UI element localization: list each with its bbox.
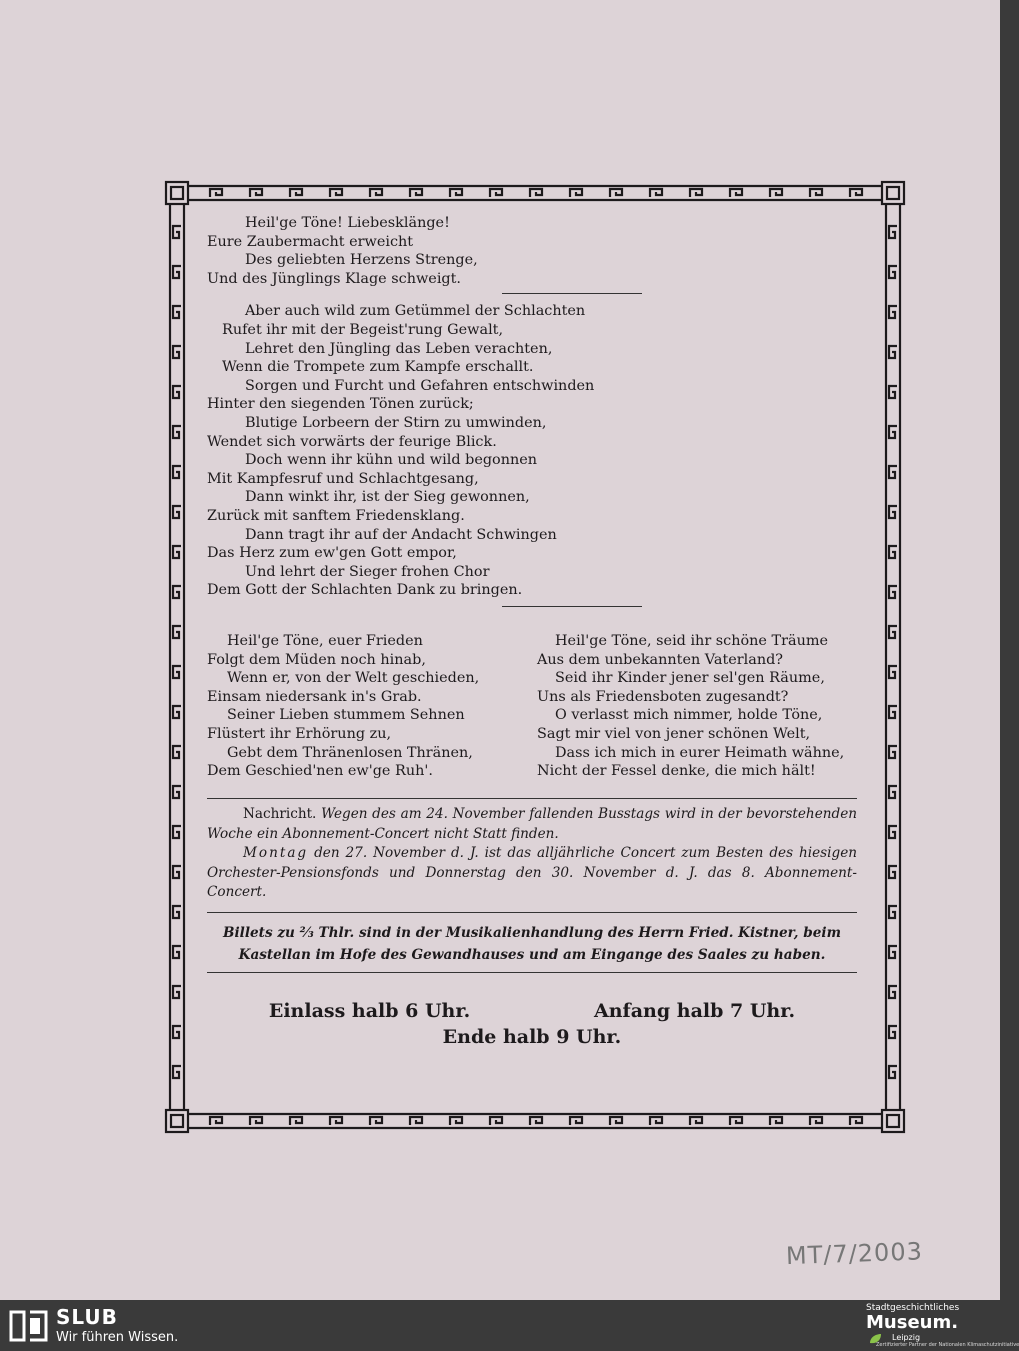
divider — [207, 912, 857, 913]
poem-line: Wenn er, von der Welt geschieden, — [227, 670, 480, 687]
meander-motif — [530, 1117, 542, 1125]
divider — [502, 293, 642, 294]
slub-logo-icon[interactable] — [10, 1310, 48, 1342]
meander-motif — [889, 306, 897, 318]
meander-motif — [173, 946, 181, 958]
corner-ornament — [166, 1110, 188, 1132]
meander-motif — [490, 1117, 502, 1125]
poem-line: Nicht der Fessel denke, die mich hält! — [537, 763, 816, 780]
meander-motif — [250, 1117, 262, 1125]
poem-line: Des geliebten Herzens Strenge, — [245, 252, 478, 269]
meander-motif — [173, 1066, 181, 1078]
poem-line: Folgt dem Müden noch hinab, — [207, 651, 426, 668]
meander-motif — [770, 189, 782, 197]
meander-motif — [650, 1117, 662, 1125]
poem-line: Sagt mir viel von jener schönen Welt, — [537, 725, 811, 742]
poem-line: Aus dem unbekannten Vaterland? — [537, 651, 784, 668]
poem-line: Hinter den siegenden Tönen zurück; — [207, 396, 474, 413]
poem-line: Zurück mit sanftem Friedensklang. — [207, 507, 465, 524]
meander-motif — [889, 906, 897, 918]
meander-motif — [889, 866, 897, 878]
divider — [502, 606, 642, 607]
poem-line: Wendet sich vorwärts der feurige Blick. — [207, 433, 497, 450]
meander-motif — [173, 826, 181, 838]
poem-line: Rufet ihr mit der Begeist'rung Gewalt, — [222, 321, 504, 338]
meander-motif — [173, 466, 181, 478]
meander-motif — [889, 546, 897, 558]
poem-column-right — [527, 632, 857, 781]
meander-motif — [570, 1117, 582, 1125]
meander-motif — [490, 189, 502, 197]
meander-motif — [889, 666, 897, 678]
corner-ornament — [166, 182, 188, 204]
poem-line: Dann winkt ihr, ist der Sieg gewonnen, — [245, 489, 530, 506]
meander-motif — [210, 189, 222, 197]
meander-motif — [730, 1117, 742, 1125]
poem-line: Heil'ge Töne! Liebesklänge! — [245, 215, 450, 231]
slub-logo-name[interactable]: SLUB — [56, 1305, 118, 1329]
poem-line: Flüstert ihr Erhörung zu, — [207, 725, 392, 742]
museum-city: Leipzig — [892, 1333, 921, 1342]
meander-motif — [173, 586, 181, 598]
poem-column-left — [207, 632, 527, 781]
poem-line: Sorgen und Furcht und Gefahren entschwinden — [245, 377, 595, 394]
meander-motif — [173, 986, 181, 998]
meander-motif — [450, 1117, 462, 1125]
meander-motif — [850, 1117, 862, 1125]
meander-motif — [410, 1117, 422, 1125]
meander-motif — [889, 706, 897, 718]
notice-label: Nachricht. — [243, 806, 317, 822]
meander-motif — [889, 586, 897, 598]
poem-line: Einsam niedersank in's Grab. — [207, 688, 422, 705]
meander-motif — [570, 189, 582, 197]
museum-certificate: Zertifizierter Partner der Nationalen Klimaschutzinitiative — [876, 1342, 1019, 1348]
meander-motif — [530, 189, 542, 197]
meander-motif — [173, 866, 181, 878]
meander-motif — [330, 189, 342, 197]
museum-name[interactable]: Museum. — [866, 1312, 959, 1333]
start-time: Anfang halb 7 Uhr. — [594, 1000, 796, 1022]
meander-motif — [889, 746, 897, 758]
meander-motif — [450, 189, 462, 197]
meander-motif — [889, 266, 897, 278]
meander-motif — [889, 426, 897, 438]
notice-text: Wegen des am 24. November fallenden Busstags wird in der bevorstehenden Woche ein Abonnement-Concert nicht Statt finden. — [207, 806, 857, 842]
meander-motif — [690, 189, 702, 197]
poem-line: Dem Geschied'nen ew'ge Ruh'. — [207, 763, 433, 780]
meander-motif — [173, 506, 181, 518]
corner-ornament — [882, 182, 904, 204]
meander-motif — [810, 189, 822, 197]
meander-motif — [210, 1117, 222, 1125]
meander-motif — [889, 1066, 897, 1078]
meander-motif — [330, 1117, 342, 1125]
meander-motif — [889, 1026, 897, 1038]
meander-motif — [730, 189, 742, 197]
poem-line: Heil'ge Töne, euer Frieden — [227, 633, 423, 649]
poem-line: Seiner Lieben stummem Sehnen — [227, 707, 465, 724]
ticket-info — [207, 922, 857, 966]
meander-motif — [173, 546, 181, 558]
meander-motif — [610, 1117, 622, 1125]
poem-line: Dann tragt ihr auf der Andacht Schwingen — [245, 526, 557, 543]
meander-motif — [889, 626, 897, 638]
poem-line: Blutige Lorbeern der Stirn zu umwinden, — [245, 414, 547, 431]
notice-weekday: Montag — [243, 845, 309, 862]
meander-motif — [173, 346, 181, 358]
meander-motif — [290, 1117, 302, 1125]
meander-motif — [810, 1117, 822, 1125]
meander-motif — [173, 746, 181, 758]
meander-motif — [250, 189, 262, 197]
meander-motif — [850, 189, 862, 197]
poem-line: Dass ich mich in eurer Heimath wähne, — [555, 744, 845, 761]
divider — [207, 972, 857, 973]
footer-bar — [0, 1300, 1019, 1351]
schedule — [207, 998, 857, 1050]
corner-ornament — [882, 1110, 904, 1132]
meander-motif — [290, 189, 302, 197]
meander-motif — [173, 386, 181, 398]
notice — [207, 805, 857, 903]
poem-line: Aber auch wild zum Getümmel der Schlachten — [245, 303, 586, 320]
meander-motif — [173, 1026, 181, 1038]
poem-columns — [207, 632, 857, 781]
meander-motif — [410, 189, 422, 197]
poem-line: Doch wenn ihr kühn und wild begonnen — [245, 452, 538, 469]
ticket-line: Kastellan im Hofe des Gewandhauses und am Eingange des Saales zu haben. — [238, 947, 826, 963]
meander-motif — [370, 1117, 382, 1125]
meander-motif — [889, 506, 897, 518]
poem-line: Uns als Friedensboten zugesandt? — [537, 688, 789, 705]
notice-text: den 27. November d. J. ist das alljährliche Concert zum Besten des hiesigen Orchester-Pensionsfonds und Donnerstag den 30. November d. J. das 8. Abonnement-Concert. — [207, 845, 857, 901]
poem-line: Lehret den Jüngling das Leben verachten, — [245, 340, 553, 357]
poem-line: O verlasst mich nimmer, holde Töne, — [555, 707, 823, 724]
ticket-line: Billets zu ⅔ Thlr. sind in der Musikalienhandlung des Herrn Fried. Kistner, beim — [223, 925, 841, 941]
meander-motif — [173, 266, 181, 278]
slub-tagline: Wir führen Wissen. — [56, 1330, 179, 1345]
meander-motif — [173, 226, 181, 238]
poem-line: Wenn die Trompete zum Kampfe erschallt. — [222, 359, 534, 376]
meander-motif — [173, 786, 181, 798]
meander-motif — [889, 346, 897, 358]
poem-line: Das Herz zum ew'gen Gott empor, — [207, 545, 457, 562]
meander-motif — [173, 706, 181, 718]
poem-line: Seid ihr Kinder jener sel'gen Räume, — [555, 670, 825, 687]
meander-motif — [173, 906, 181, 918]
meander-motif — [173, 626, 181, 638]
poem-line: Und lehrt der Sieger frohen Chor — [245, 563, 490, 580]
meander-motif — [610, 189, 622, 197]
divider — [207, 798, 857, 799]
end-time: Ende halb 9 Uhr. — [442, 1026, 622, 1048]
entry-time: Einlass halb 6 Uhr. — [268, 1000, 471, 1022]
meander-motif — [690, 1117, 702, 1125]
museum-kicker: Stadtgeschichtliches — [866, 1303, 960, 1313]
poem-line: Eure Zaubermacht erweicht — [207, 233, 414, 250]
meander-motif — [173, 666, 181, 678]
poem-line: Gebt dem Thränenlosen Thränen, — [227, 744, 473, 761]
meander-motif — [173, 426, 181, 438]
meander-motif — [650, 189, 662, 197]
poem-line: Mit Kampfesruf und Schlachtgesang, — [207, 470, 479, 487]
meander-motif — [889, 986, 897, 998]
poem-line: Heil'ge Töne, seid ihr schöne Träume — [555, 633, 829, 649]
meander-motif — [370, 189, 382, 197]
meander-motif — [889, 226, 897, 238]
meander-motif — [889, 466, 897, 478]
meander-motif — [889, 786, 897, 798]
catalog-number: MT/7/2003 — [785, 1237, 924, 1271]
meander-motif — [173, 306, 181, 318]
poem-line: Und des Jünglings Klage schweigt. — [207, 270, 461, 287]
meander-motif — [889, 946, 897, 958]
meander-motif — [770, 1117, 782, 1125]
poem-line: Dem Gott der Schlachten Dank zu bringen. — [207, 582, 523, 599]
meander-motif — [889, 386, 897, 398]
poem-block-top — [207, 214, 857, 615]
meander-motif — [889, 826, 897, 838]
